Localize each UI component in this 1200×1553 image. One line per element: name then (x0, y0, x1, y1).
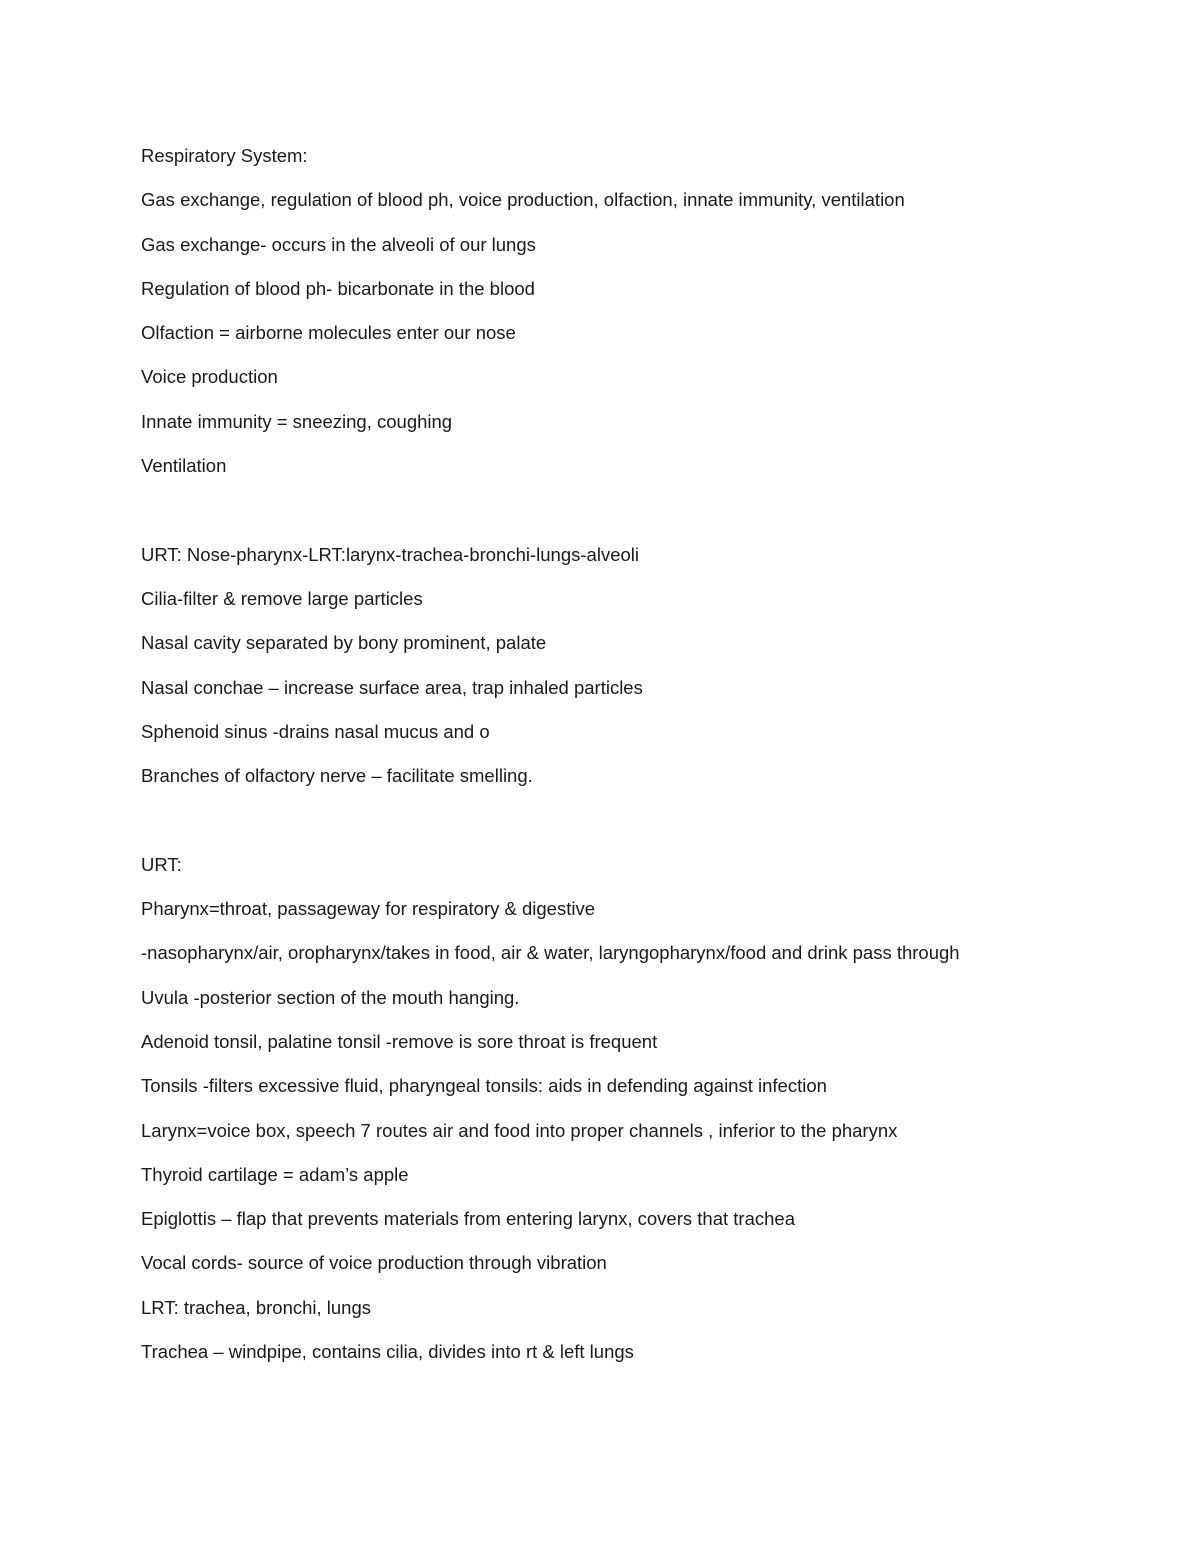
text-line: Pharynx=throat, passageway for respiratory & digestive (141, 898, 595, 920)
text-line: Regulation of blood ph- bicarbonate in the blood (141, 277, 535, 299)
blank-line (141, 496, 1151, 540)
text-line: Vocal cords- source of voice production through vibration (141, 1252, 607, 1274)
section-heading: URT: (141, 853, 182, 875)
text-line: Adenoid tonsil, palatine tonsil -remove is sore throat is frequent (141, 1030, 658, 1052)
text-line: Thyroid cartilage = adam’s apple (141, 1163, 409, 1185)
text-line: Uvula -posterior section of the mouth hanging. (141, 986, 520, 1008)
text-line: Innate immunity = sneezing, coughing (141, 410, 453, 432)
document-body (141, 142, 1151, 1382)
text-line: Voice production (141, 366, 278, 388)
text-line: Cilia-filter & remove large particles (141, 587, 423, 609)
section-heading: Respiratory System: (141, 145, 308, 166)
text-line: URT: Nose-pharynx-LRT:larynx-trachea-bronchi-lungs-alveoli (141, 543, 639, 565)
text-line: Nasal conchae – increase surface area, trap inhaled particles (141, 676, 643, 698)
text-line: Tonsils -filters excessive fluid, pharyngeal tonsils: aids in defending against infection (141, 1075, 827, 1097)
text-line: Gas exchange- occurs in the alveoli of our lungs (141, 233, 536, 255)
text-line: Sphenoid sinus -drains nasal mucus and o (141, 720, 490, 742)
text-line: Gas exchange, regulation of blood ph, voice production, olfaction, innate immunity, ventilation (141, 189, 905, 211)
text-line: Olfaction = airborne molecules enter our nose (141, 322, 516, 344)
text-line: Trachea – windpipe, contains cilia, divides into rt & left lungs (141, 1341, 634, 1363)
blank-line (141, 806, 1151, 850)
text-line: LRT: trachea, bronchi, lungs (141, 1296, 372, 1318)
text-line: -nasopharynx/air, oropharynx/takes in food, air & water, laryngopharynx/food and drink pass through (141, 942, 960, 964)
text-line: Nasal cavity separated by bony prominent, palate (141, 632, 547, 654)
text-line: Larynx=voice box, speech 7 routes air and food into proper channels , inferior to the pharynx (141, 1119, 898, 1141)
text-line: Epiglottis – flap that prevents materials from entering larynx, covers that trachea (141, 1208, 795, 1230)
text-line: Branches of olfactory nerve – facilitate smelling. (141, 765, 533, 787)
text-line: Ventilation (141, 455, 227, 477)
